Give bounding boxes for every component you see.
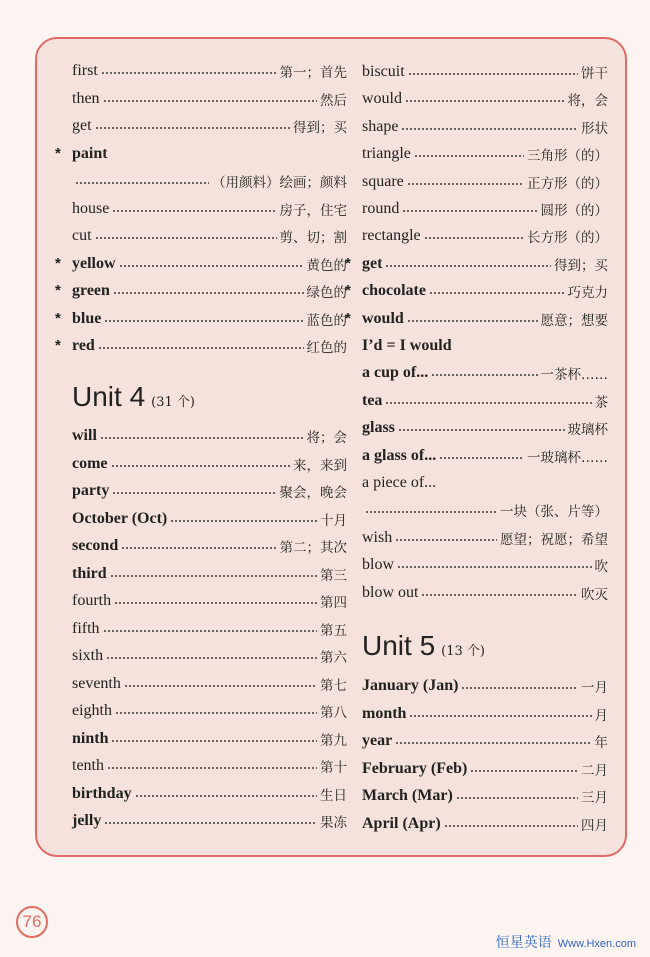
- dot-leader: [409, 713, 591, 719]
- english-word: second: [72, 537, 119, 554]
- english-word: February (Feb): [362, 759, 468, 777]
- vocab-entry: [72, 589, 347, 613]
- vocab-entry: [362, 142, 608, 166]
- dot-leader: [124, 683, 317, 689]
- page-number: 76: [16, 906, 48, 938]
- chinese-meaning: 四月: [581, 817, 608, 834]
- dot-leader: [100, 435, 304, 441]
- english-word: tea: [362, 391, 383, 409]
- chinese-meaning: 年: [594, 735, 608, 751]
- chinese-meaning: 第二；其次: [279, 540, 347, 556]
- vocab-entry: [72, 424, 347, 448]
- unit4-count: (31 个): [151, 395, 195, 410]
- english-word: month: [362, 704, 407, 722]
- english-word: glass: [362, 419, 395, 437]
- english-word: paint: [72, 144, 108, 162]
- key-word-star: *: [55, 337, 61, 354]
- chinese-meaning: 第六: [320, 650, 347, 666]
- chinese-meaning: 房子，住宅: [279, 202, 347, 219]
- english-word: party: [72, 482, 110, 499]
- chinese-meaning: 聚会，晚会: [279, 485, 347, 501]
- dot-leader: [414, 153, 524, 159]
- dot-leader: [103, 628, 317, 634]
- vocab-entry: [72, 672, 347, 696]
- vocab-entry: [72, 617, 347, 641]
- chinese-meaning: 第五: [320, 622, 347, 639]
- dot-leader: [104, 318, 303, 324]
- english-word: eighth: [72, 702, 112, 719]
- chinese-meaning: 蓝色的: [306, 312, 347, 329]
- chinese-meaning: 巧克力: [567, 285, 608, 302]
- english-word: house: [72, 199, 110, 217]
- english-word: chocolate: [362, 282, 426, 300]
- vocab-entry: [72, 87, 347, 111]
- unit5-heading: [362, 630, 485, 670]
- vocab-entry: [72, 562, 347, 586]
- chinese-meaning: 吹灭: [581, 586, 608, 603]
- chinese-meaning: 正方形（的）: [527, 175, 608, 192]
- dot-leader: [112, 208, 276, 214]
- dot-leader: [470, 768, 578, 774]
- chinese-meaning: 果冻: [320, 815, 347, 831]
- english-word: red: [72, 337, 95, 354]
- english-word: will: [72, 427, 97, 444]
- vocab-entry: [72, 169, 347, 193]
- vocab-entry: [72, 479, 347, 503]
- dot-leader: [135, 793, 317, 799]
- vocab-entry: [72, 224, 347, 248]
- chinese-meaning: 第四: [320, 595, 347, 611]
- unit4-title: Unit 4: [72, 381, 146, 412]
- chinese-meaning: 玻璃杯: [567, 422, 608, 439]
- vocabulary-panel: [35, 37, 627, 857]
- chinese-meaning: 一茶杯……: [540, 367, 608, 384]
- english-word: round: [362, 200, 400, 217]
- chinese-meaning: 绿色的: [306, 285, 347, 301]
- chinese-meaning: 得到；买: [293, 120, 347, 136]
- vocab-entry: [362, 729, 608, 753]
- english-word: then: [72, 89, 100, 107]
- dot-leader: [101, 70, 277, 76]
- dot-leader: [98, 345, 304, 351]
- english-word: a cup of...: [362, 364, 429, 382]
- watermark-brand: 恒星英语: [495, 934, 552, 950]
- vocab-entry: [362, 674, 608, 698]
- dot-leader: [456, 795, 578, 801]
- watermark: [496, 932, 636, 952]
- dot-leader: [95, 125, 290, 131]
- chinese-meaning: 将；会: [306, 430, 347, 446]
- key-word-star: *: [55, 309, 61, 327]
- english-word: triangle: [362, 145, 411, 163]
- english-word: cut: [72, 227, 92, 244]
- chinese-meaning: 长方形（的）: [527, 230, 608, 247]
- dot-leader: [431, 372, 537, 378]
- chinese-meaning: 然后: [320, 92, 347, 109]
- english-word: yellow: [72, 254, 116, 272]
- english-word: square: [362, 172, 404, 190]
- chinese-meaning: （用颜料）绘画；颜料: [212, 175, 347, 191]
- dot-leader: [421, 592, 578, 598]
- english-word: ninth: [72, 729, 109, 747]
- english-word: blow: [362, 556, 394, 574]
- vocab-entry: [345, 307, 608, 331]
- chinese-meaning: 第八: [320, 705, 347, 721]
- english-word: fourth: [72, 592, 112, 609]
- dot-leader: [365, 509, 497, 515]
- english-word: sixth: [72, 647, 104, 664]
- vocab-entry: [362, 224, 608, 248]
- english-word: would: [362, 309, 404, 327]
- english-word: a glass of...: [362, 446, 437, 464]
- chinese-meaning: 茶: [594, 394, 608, 411]
- english-word: a piece of...: [362, 474, 437, 491]
- vocab-entry: [362, 87, 608, 111]
- watermark-site: Www.Hxen.com: [557, 938, 636, 950]
- vocab-entry: [362, 581, 608, 605]
- chinese-meaning: 第九: [320, 732, 347, 749]
- vocab-entry: [362, 444, 608, 468]
- vocab-entry: [72, 197, 347, 221]
- vocab-entry: [72, 534, 347, 558]
- english-word: wish: [362, 528, 393, 546]
- dot-leader: [424, 235, 524, 241]
- vocab-entry: [72, 782, 347, 806]
- english-word: birthday: [72, 784, 132, 802]
- vocab-entry: [362, 471, 608, 495]
- english-word: shape: [362, 117, 399, 135]
- vocab-entry: [72, 59, 347, 83]
- chinese-meaning: 第一；首先: [279, 65, 347, 81]
- chinese-meaning: 得到；买: [554, 257, 608, 274]
- chinese-meaning: 三角形（的）: [527, 148, 608, 165]
- english-word: April (Apr): [362, 814, 441, 832]
- vocab-entry: [362, 197, 608, 221]
- dot-leader: [95, 235, 277, 241]
- english-word: rectangle: [362, 227, 421, 245]
- vocab-entry: [362, 757, 608, 781]
- vocab-entry: [55, 334, 347, 358]
- vocab-entry: [72, 809, 347, 833]
- vocab-entry: [362, 361, 608, 385]
- chinese-meaning: 三月: [581, 790, 608, 806]
- vocab-entry: [362, 784, 608, 808]
- vocab-entry: [362, 334, 608, 358]
- vocab-entry: [362, 498, 608, 522]
- key-word-star: *: [345, 282, 351, 300]
- unit5-title: Unit 5: [362, 630, 436, 661]
- dot-leader: [444, 823, 578, 829]
- english-word: fifth: [72, 619, 100, 637]
- chinese-meaning: 十月: [320, 512, 347, 529]
- vocab-entry: [362, 60, 608, 84]
- vocab-entry: [362, 389, 608, 413]
- vocab-entry: [345, 279, 608, 303]
- english-word: I’d = I would: [362, 337, 452, 354]
- english-word: green: [72, 282, 110, 299]
- vocab-entry: [72, 452, 347, 476]
- dot-leader: [439, 455, 524, 461]
- vocab-entry: [362, 115, 608, 139]
- vocab-entry: [72, 507, 347, 531]
- dot-leader: [110, 573, 317, 579]
- dot-leader: [113, 290, 304, 296]
- english-word: March (Mar): [362, 787, 453, 804]
- vocab-entry: [55, 142, 347, 166]
- chinese-meaning: 吹: [594, 559, 608, 576]
- dot-leader: [115, 710, 317, 716]
- dot-leader: [405, 98, 565, 104]
- chinese-meaning: 月: [594, 707, 608, 724]
- vocab-entry: [362, 553, 608, 577]
- vocab-entry: [362, 170, 608, 194]
- dot-leader: [107, 765, 317, 771]
- chinese-meaning: 剪、切；割: [279, 230, 347, 246]
- vocab-entry: [72, 754, 347, 778]
- chinese-meaning: 一块（张、片等）: [500, 504, 608, 521]
- dot-leader: [395, 740, 591, 746]
- chinese-meaning: 饼干: [581, 66, 608, 82]
- key-word-star: *: [55, 144, 61, 162]
- vocab-entry: [345, 252, 608, 276]
- chinese-meaning: 第七: [320, 677, 347, 694]
- unit4-heading: [72, 381, 195, 421]
- english-word: seventh: [72, 674, 121, 692]
- vocab-entry: [72, 727, 347, 751]
- unit5-count: (13 个): [441, 644, 485, 659]
- english-word: get: [362, 254, 383, 272]
- vocab-entry: [72, 644, 347, 668]
- chinese-meaning: 来，来到: [293, 457, 347, 474]
- chinese-meaning: 二月: [581, 762, 608, 779]
- english-word: tenth: [72, 757, 104, 774]
- english-word: October (Oct): [72, 509, 168, 527]
- chinese-meaning: 圆形（的）: [540, 203, 608, 219]
- vocab-entry: [72, 114, 347, 138]
- chinese-meaning: 一月: [581, 680, 608, 696]
- vocab-entry: [55, 252, 347, 276]
- dot-leader: [121, 545, 276, 551]
- chinese-meaning: 形状: [581, 120, 608, 137]
- chinese-meaning: 第十: [320, 760, 347, 776]
- dot-leader: [111, 738, 317, 744]
- chinese-meaning: 黄色的: [306, 257, 347, 274]
- english-word: year: [362, 732, 393, 749]
- english-word: biscuit: [362, 63, 405, 80]
- chinese-meaning: 第三: [320, 567, 347, 584]
- dot-leader: [119, 263, 304, 269]
- chinese-meaning: 红色的: [306, 340, 347, 356]
- chinese-meaning: 生日: [320, 787, 347, 804]
- dot-leader: [395, 537, 497, 543]
- vocab-entry: [55, 307, 347, 331]
- english-word: first: [72, 62, 98, 79]
- dot-leader: [407, 318, 538, 324]
- dot-leader: [106, 655, 317, 661]
- english-word: come: [72, 454, 108, 472]
- vocab-entry: [362, 526, 608, 550]
- english-word: get: [72, 117, 92, 134]
- chinese-meaning: 愿望；祝愿；希望: [500, 531, 608, 548]
- vocab-entry: [55, 279, 347, 303]
- key-word-star: *: [55, 282, 61, 299]
- english-word: jelly: [72, 812, 102, 829]
- dot-leader: [75, 180, 209, 186]
- dot-leader: [402, 208, 537, 214]
- dot-leader: [170, 518, 317, 524]
- dot-leader: [397, 564, 592, 570]
- english-word: would: [362, 90, 402, 108]
- dot-leader: [401, 126, 578, 132]
- dot-leader: [385, 263, 551, 269]
- dot-leader: [112, 490, 276, 496]
- dot-leader: [407, 181, 524, 187]
- english-word: third: [72, 564, 107, 582]
- english-word: blue: [72, 309, 102, 327]
- key-word-star: *: [55, 254, 61, 272]
- english-word: blow out: [362, 583, 419, 601]
- vocab-entry: [362, 812, 608, 836]
- vocab-entry: [72, 699, 347, 723]
- dot-leader: [103, 98, 317, 104]
- english-word: January (Jan): [362, 677, 459, 694]
- vocab-entry: [362, 416, 608, 440]
- chinese-meaning: 一玻璃杯……: [527, 449, 608, 466]
- dot-leader: [104, 820, 317, 826]
- dot-leader: [408, 71, 578, 77]
- key-word-star: *: [345, 254, 351, 272]
- dot-leader: [385, 400, 591, 406]
- chinese-meaning: 愿意；想要: [540, 312, 608, 329]
- chinese-meaning: 将，会: [567, 93, 608, 110]
- dot-leader: [461, 685, 578, 691]
- vocab-entry: [362, 702, 608, 726]
- dot-leader: [429, 290, 565, 296]
- key-word-star: *: [345, 309, 351, 327]
- dot-leader: [111, 463, 290, 469]
- dot-leader: [398, 427, 565, 433]
- dot-leader: [114, 600, 317, 606]
